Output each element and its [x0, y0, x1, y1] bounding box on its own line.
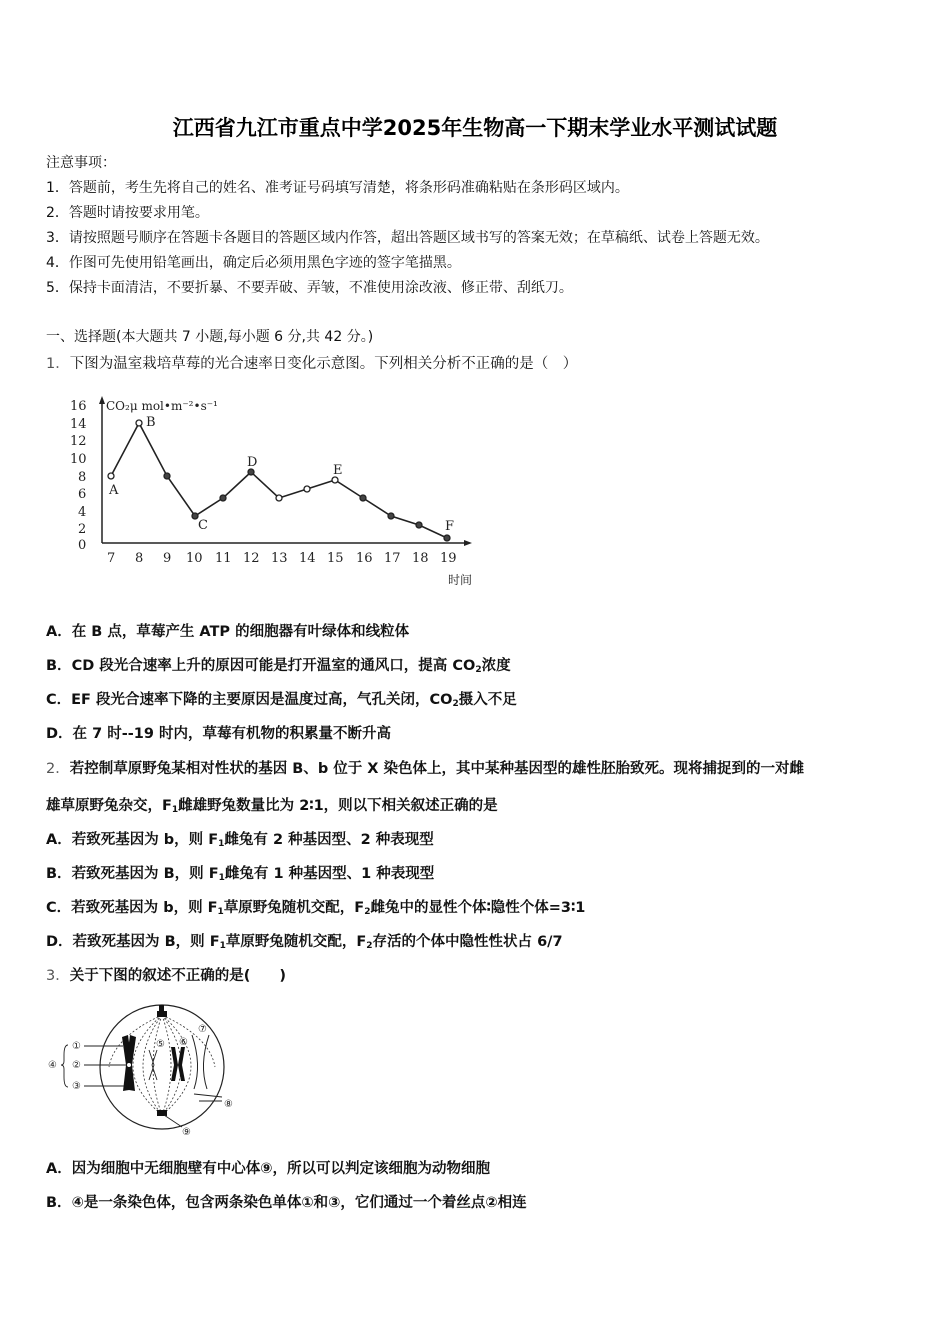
svg-text:8: 8	[135, 551, 144, 566]
svg-text:18: 18	[412, 551, 429, 566]
q2-option-d: D．若致死基因为 B，则 $F_1$草原野兔随机交配，$F_2$存活的个体中隐性性状占 6/7	[46, 934, 563, 951]
svg-text:⑨: ⑨	[182, 1127, 191, 1138]
svg-text:12: 12	[70, 434, 87, 449]
svg-text:13: 13	[271, 551, 288, 566]
svg-text:②: ②	[72, 1060, 81, 1071]
svg-text:CO₂μ mol•m⁻²•s⁻¹: CO₂μ mol•m⁻²•s⁻¹	[106, 399, 218, 413]
svg-text:E: E	[333, 463, 343, 478]
svg-text:12: 12	[243, 551, 260, 566]
svg-text:④: ④	[48, 1060, 57, 1071]
q3-option-a: A．因为细胞中无细胞壁有中心体⑨，所以可以判定该细胞为动物细胞	[46, 1161, 491, 1177]
svg-text:19: 19	[440, 551, 457, 566]
svg-text:F: F	[445, 519, 455, 534]
svg-text:16: 16	[70, 399, 87, 414]
notice-item: 4．作图可先使用铅笔画出，确定后必须用黑色字迹的签字笔描黑。	[46, 255, 461, 271]
question-number: 1．	[46, 356, 70, 372]
question-1-stem	[46, 352, 577, 373]
notice-item: 5．保持卡面清洁，不要折暴、不要弄破、弄皱，不准使用涂改液、修正带、刮纸刀。	[46, 280, 573, 296]
svg-text:⑦: ⑦	[198, 1024, 207, 1035]
question-2-stem-line1: 2．若控制草原野兔某相对性状的基因 B、b 位于 X 染色体上，其中某种基因型的雄性胚胎致死。现将捕捉到的一对雌	[46, 761, 805, 777]
svg-text:15: 15	[327, 551, 344, 566]
svg-text:B: B	[146, 415, 156, 430]
svg-text:10: 10	[70, 452, 87, 467]
svg-text:16: 16	[356, 551, 373, 566]
notice-item: 2．答题时请按要求用笔。	[46, 205, 209, 221]
notice-heading: 注意事项：	[46, 155, 116, 171]
page-title: 江西省九江市重点中学2025年生物高一下期末学业水平测试试题	[172, 116, 778, 140]
svg-text:10: 10	[186, 551, 203, 566]
svg-text:4: 4	[78, 505, 87, 520]
svg-text:C: C	[198, 518, 208, 533]
cell-division-diagram	[44, 997, 249, 1140]
q1-option-c: C．EF 段光合速率下降的主要原因是温度过高，气孔关闭，$CO_2$摄入不足	[46, 692, 517, 709]
svg-text:⑤: ⑤	[156, 1039, 165, 1050]
question-number: 2．	[46, 761, 70, 777]
svg-text:11: 11	[215, 551, 232, 566]
svg-text:时间: 时间	[448, 573, 473, 587]
svg-text:14: 14	[299, 551, 316, 566]
notice-item: 1．答题前，考生先将自己的姓名、准考证号码填写清楚，将条形码准确粘贴在条形码区域内。	[46, 180, 629, 196]
svg-text:D: D	[247, 455, 258, 470]
svg-text:A: A	[109, 483, 119, 498]
q1-option-d: D．在 7 时--19 时内，草莓有机物的积累量不断升高	[46, 726, 391, 742]
q2-option-a: A．若致死基因为 b，则 $F_1$雌兔有 2 种基因型、2 种表现型	[46, 832, 434, 849]
svg-text:⑧: ⑧	[224, 1099, 233, 1110]
question-2-stem-line2: 雄草原野兔杂交，$F_1$雌雄野兔数量比为 2∶1，则以下相关叙述正确的是	[46, 798, 498, 815]
svg-text:0: 0	[78, 538, 87, 553]
svg-text:17: 17	[384, 551, 401, 566]
svg-text:2: 2	[78, 522, 87, 537]
question-number: 3．	[46, 968, 70, 984]
q2-option-b: B．若致死基因为 B，则 $F_1$雌兔有 1 种基因型、1 种表现型	[46, 866, 435, 883]
q2-option-c: C．若致死基因为 b，则 $F_1$草原野兔随机交配，$F_2$雌兔中的显性个体∶隐性个体=3∶1	[46, 900, 586, 917]
question-3-stem: 3．关于下图的叙述不正确的是( )	[46, 968, 286, 984]
centriole-bottom	[157, 1110, 167, 1116]
svg-text:7: 7	[107, 551, 116, 566]
notice-item: 3．请按照题号顺序在答题卡各题目的答题区域内作答，超出答题区域书写的答案无效；在草稿纸、试卷上答题无效。	[46, 230, 769, 246]
photosynthesis-rate-chart	[66, 390, 486, 595]
svg-text:③: ③	[72, 1081, 81, 1092]
svg-text:14: 14	[70, 417, 87, 432]
section-heading: 一、选择题(本大题共 7 小题,每小题 6 分,共 42 分。)	[46, 329, 374, 345]
q1-option-a: A．在 B 点，草莓产生 ATP 的细胞器有叶绿体和线粒体	[46, 624, 410, 640]
q3-option-b: B．④是一条染色体，包含两条染色单体①和③，它们通过一个着丝点②相连	[46, 1195, 527, 1211]
question-text: 下图为温室栽培草莓的光合速率日变化示意图。下列相关分析不正确的是（ ）	[69, 356, 578, 372]
svg-text:8: 8	[78, 470, 87, 485]
svg-text:①: ①	[72, 1041, 81, 1052]
svg-text:6: 6	[78, 487, 87, 502]
q1-option-b: B．CD 段光合速率上升的原因可能是打开温室的通风口，提高 $CO_2$浓度	[46, 658, 511, 675]
svg-text:⑥: ⑥	[179, 1037, 188, 1048]
svg-text:9: 9	[163, 551, 172, 566]
